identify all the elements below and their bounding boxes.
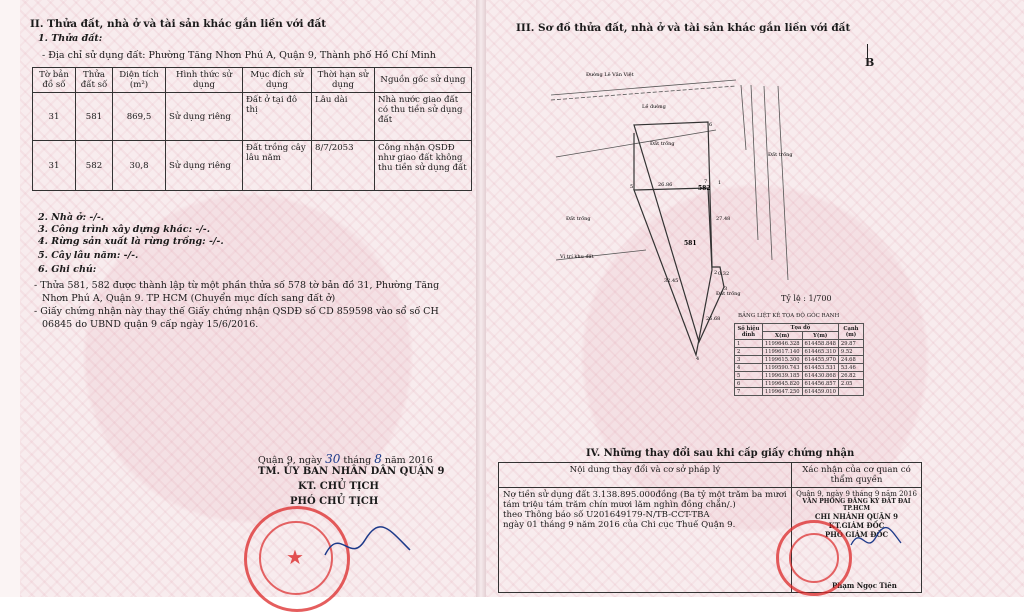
map-label-dat-trong: Đất trống bbox=[716, 291, 741, 297]
dimension-label: 26.68 bbox=[706, 316, 721, 322]
map-scale: Tỷ lệ : 1/700 bbox=[781, 294, 832, 303]
cell-purpose: Đất trồng cây lâu năm bbox=[243, 141, 312, 191]
vertex-label: 7 bbox=[704, 179, 708, 185]
table-row bbox=[33, 141, 472, 191]
col-map-sheet: Tờ bản đồ số bbox=[33, 68, 76, 93]
change-entry bbox=[499, 488, 792, 593]
item-house: 2. Nhà ở: -/-. bbox=[38, 212, 105, 223]
section-ii-title: II. Thửa đất, nhà ở và tài sản khác gắn liền với đất bbox=[30, 18, 327, 30]
coord-edge: 53.46 bbox=[838, 364, 863, 372]
date-prefix: Quận 9, ngày bbox=[258, 455, 323, 466]
red-seal-right bbox=[776, 520, 852, 596]
issue-date bbox=[258, 452, 433, 466]
coord-cell: 614459.010 bbox=[802, 388, 838, 396]
dimension-label: 32.45 bbox=[664, 278, 679, 284]
right-page bbox=[486, 0, 1024, 597]
col-purpose: Mục đích sử dụng bbox=[243, 68, 312, 93]
coord-cell: 7 bbox=[735, 388, 763, 396]
coord-row bbox=[735, 380, 864, 388]
note-1-line-2: Nhơn Phú A, Quận 9. TP HCM (Chuyển mục đích sang đất ở) bbox=[42, 293, 336, 304]
coord-cell: 6 bbox=[735, 380, 763, 388]
land-heading: 1. Thửa đất: bbox=[38, 33, 103, 44]
coord-col-vertex: Số hiệu đỉnh bbox=[735, 324, 763, 340]
item-notes: 6. Ghi chú: bbox=[38, 264, 97, 275]
sign-title: PHÓ CHỦ TỊCH bbox=[290, 496, 379, 507]
coord-cell: 1199590.743 bbox=[762, 364, 802, 372]
coord-table bbox=[734, 323, 864, 396]
cell-parcel: 582 bbox=[76, 141, 113, 191]
cell-map: 31 bbox=[33, 93, 76, 141]
coord-cell: 1199615.300 bbox=[762, 356, 802, 364]
coord-edge: 29.87 bbox=[838, 340, 863, 348]
map-label-dat-trong: Đất trống bbox=[768, 152, 793, 158]
col-area: Diện tích (m²) bbox=[113, 68, 166, 93]
col-term: Thời hạn sử dụng bbox=[312, 68, 375, 93]
land-table-header bbox=[33, 68, 472, 93]
coord-edge bbox=[838, 388, 863, 396]
cell-use-form: Sử dụng riêng bbox=[166, 93, 243, 141]
cell-term: Lâu dài bbox=[312, 93, 375, 141]
signer-name: Phạm Ngọc Tiên bbox=[832, 581, 897, 590]
vertex-label: 6 bbox=[709, 122, 713, 128]
parcel-582-label: 582 bbox=[698, 185, 711, 192]
coord-cell: 1199617.140 bbox=[762, 348, 802, 356]
coord-cell: 3 bbox=[735, 356, 763, 364]
dimension-label: 26.86 bbox=[658, 182, 673, 188]
coord-row bbox=[735, 388, 864, 396]
vertex-label: 4 bbox=[696, 356, 700, 362]
cell-parcel: 581 bbox=[76, 93, 113, 141]
vertex-label: 3 bbox=[724, 286, 728, 292]
change-line: ngày 01 tháng 9 năm 2016 của Chi cục Thuế Quận 9. bbox=[503, 520, 736, 530]
coord-cell: 614465.310 bbox=[802, 348, 838, 356]
vertex-label: 1 bbox=[718, 180, 722, 186]
land-address: - Địa chỉ sử dụng đất: Phường Tăng Nhơn Phú A, Quận 9, Thành phố Hồ Chí Minh bbox=[42, 50, 436, 61]
map-label-dat-trong: Đất trống bbox=[566, 216, 591, 222]
coord-col-x: X(m) bbox=[762, 332, 802, 340]
confirm-title: PHÓ GIÁM ĐỐC bbox=[824, 530, 889, 539]
coord-edge: 9.52 bbox=[838, 348, 863, 356]
coord-col-edge: Cạnh (m) bbox=[838, 324, 863, 340]
coord-cell: 5 bbox=[735, 372, 763, 380]
section-iv-title: IV. Những thay đổi sau khi cấp giấy chứng nhận bbox=[586, 448, 855, 459]
land-table bbox=[32, 67, 472, 191]
changes-col-content: Nội dung thay đổi và cơ sở pháp lý bbox=[499, 463, 792, 488]
vertex-label: 2 bbox=[714, 270, 718, 276]
map-label-vitri: Vị trí khu đất bbox=[560, 254, 594, 260]
coord-row bbox=[735, 364, 864, 372]
page-fold bbox=[476, 0, 486, 597]
cell-use-form: Sử dụng riêng bbox=[166, 141, 243, 191]
signature-left bbox=[320, 520, 420, 570]
coord-cell: 614456.857 bbox=[802, 380, 838, 388]
date-year: 2016 bbox=[408, 455, 433, 466]
cell-origin: Nhà nước giao đất có thu tiền sử dụng đất bbox=[375, 93, 472, 141]
coord-table-title: BẢNG LIỆT KÊ TỌA ĐỘ GÓC RANH bbox=[738, 313, 840, 319]
coord-cell: 614458.848 bbox=[802, 340, 838, 348]
item-perennial: 5. Cây lâu năm: -/-. bbox=[38, 250, 139, 261]
cell-term: 8/7/2053 bbox=[312, 141, 375, 191]
date-month: 8 bbox=[374, 452, 382, 466]
vertex-label: 5 bbox=[630, 184, 634, 190]
coord-row bbox=[735, 348, 864, 356]
sign-kt: KT. CHỦ TỊCH bbox=[298, 481, 379, 492]
section-iii-title: III. Sơ đồ thửa đất, nhà ở và tài sản khác gắn liền với đất bbox=[516, 22, 851, 34]
changes-col-confirm: Xác nhận của cơ quan có thẩm quyền bbox=[792, 463, 922, 488]
col-use-form: Hình thức sử dụng bbox=[166, 68, 243, 93]
cell-area: 869,5 bbox=[113, 93, 166, 141]
coord-cell: 1199647.250 bbox=[762, 388, 802, 396]
coord-cell: 614455.970 bbox=[802, 356, 838, 364]
coord-cell: 614453.531 bbox=[802, 364, 838, 372]
note-1-line-1: - Thửa 581, 582 được thành lập từ một phần thửa số 578 tờ bản đồ 31, Phường Tăng bbox=[34, 280, 440, 291]
coord-row bbox=[735, 372, 864, 380]
col-origin: Nguồn gốc sử dụng bbox=[375, 68, 472, 93]
coord-row bbox=[735, 356, 864, 364]
coord-cell: 614430.868 bbox=[802, 372, 838, 380]
cell-map: 31 bbox=[33, 141, 76, 191]
date-day: 30 bbox=[325, 452, 341, 466]
table-row bbox=[33, 93, 472, 141]
north-label: B bbox=[865, 56, 875, 69]
coord-cell: 1 bbox=[735, 340, 763, 348]
confirm-date: Quận 9, ngày 9 tháng 9 năm 2016 bbox=[796, 490, 917, 498]
coord-row bbox=[735, 340, 864, 348]
parcel-581-label: 581 bbox=[684, 240, 697, 247]
item-forest: 4. Rừng sản xuất là rừng trồng: -/-. bbox=[38, 236, 224, 247]
coord-edge: 2.05 bbox=[838, 380, 863, 388]
coord-cell: 1199639.185 bbox=[762, 372, 802, 380]
cell-origin: Công nhận QSDĐ như giao đất không thu tiền sử dụng đất bbox=[375, 141, 472, 191]
cell-purpose: Đất ở tại đô thị bbox=[243, 93, 312, 141]
note-2-line-2: 06845 do UBND quận 9 cấp ngày 15/6/2016. bbox=[42, 319, 259, 330]
coord-cell: 1199645.820 bbox=[762, 380, 802, 388]
coord-cell: 4 bbox=[735, 364, 763, 372]
dimension-label: 27.48 bbox=[716, 216, 731, 222]
date-year-label: năm bbox=[384, 455, 406, 466]
item-construction: 3. Công trình xây dựng khác: -/-. bbox=[38, 224, 211, 235]
coord-col-y: Y(m) bbox=[802, 332, 838, 340]
note-2-line-1: - Giấy chứng nhận này thay thế Giấy chứng nhận QSDĐ số CD 859598 vào sổ số CH bbox=[34, 306, 439, 317]
sign-org: TM. ỦY BAN NHÂN DÂN QUẬN 9 bbox=[258, 466, 445, 477]
map-label-le-duong: Lề đường bbox=[642, 104, 666, 110]
date-month-label: tháng bbox=[343, 455, 372, 466]
coord-cell: 1199646.328 bbox=[762, 340, 802, 348]
left-page bbox=[20, 0, 476, 597]
confirm-kt: KT.GIÁM ĐỐC bbox=[828, 521, 885, 530]
coord-cell: 2 bbox=[735, 348, 763, 356]
col-parcel: Thửa đất số bbox=[76, 68, 113, 93]
dimension-label: 0.32 bbox=[718, 271, 730, 277]
change-line: theo Thông báo số U201649179-N/TB-CCT-TBA bbox=[503, 510, 710, 520]
coord-col-coords: Tọa độ bbox=[762, 324, 838, 332]
map-label-road-top: Đường Lê Văn Việt bbox=[586, 72, 634, 78]
map-label-dat-trong: Đất trống bbox=[650, 141, 675, 147]
change-line: Nợ tiền sử dụng đất 3.138.895.000đồng (Ba tỷ một trăm ba mươi bbox=[503, 490, 787, 500]
cell-area: 30,8 bbox=[113, 141, 166, 191]
change-line: tám triệu tám trăm chín mươi lăm nghìn đồng chẵn/.) bbox=[503, 500, 736, 510]
confirm-org-1: VĂN PHÒNG ĐĂNG KÝ ĐẤT ĐAI TP.HCM bbox=[802, 498, 911, 512]
confirm-org-2: CHI NHÁNH QUẬN 9 bbox=[814, 512, 899, 521]
coord-edge: 24.68 bbox=[838, 356, 863, 364]
star-icon: ★ bbox=[286, 545, 304, 569]
coord-edge: 26.82 bbox=[838, 372, 863, 380]
signature-right bbox=[846, 525, 906, 555]
